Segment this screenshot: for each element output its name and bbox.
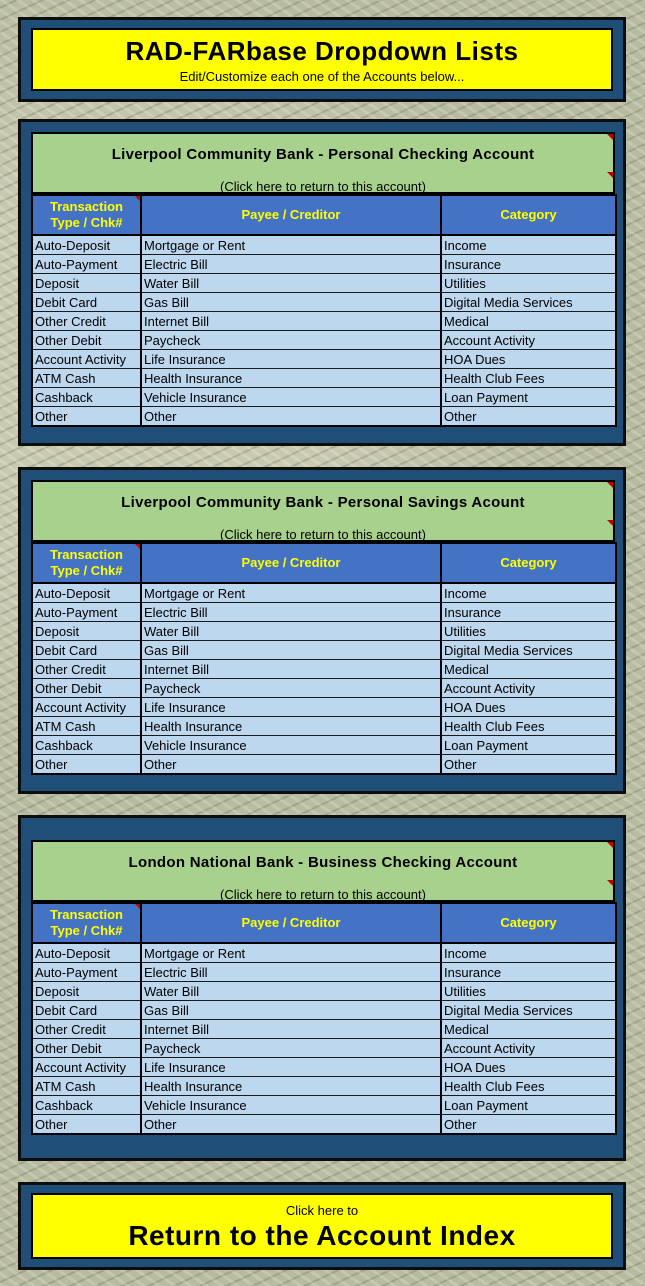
category-cell[interactable]: HOA Dues xyxy=(441,698,616,717)
table-row xyxy=(32,1039,616,1058)
category-cell[interactable]: Medical xyxy=(441,1020,616,1039)
type-cell[interactable]: Auto-Payment xyxy=(32,963,141,982)
type-cell[interactable]: Auto-Deposit xyxy=(32,943,141,963)
page-title: RAD-FARbase Dropdown Lists xyxy=(125,36,519,66)
category-cell[interactable]: Health Club Fees xyxy=(441,1077,616,1096)
table-row xyxy=(32,331,616,350)
type-cell[interactable]: Other Credit xyxy=(32,312,141,331)
table-row xyxy=(32,963,616,982)
category-cell[interactable]: Account Activity xyxy=(441,679,616,698)
category-cell[interactable]: Insurance xyxy=(441,255,616,274)
table-row xyxy=(32,736,616,755)
category-cell[interactable]: Insurance xyxy=(441,963,616,982)
category-cell[interactable]: HOA Dues xyxy=(441,1058,616,1077)
table-row xyxy=(32,755,616,775)
type-cell[interactable]: Cashback xyxy=(32,1096,141,1115)
column-header-payee: Payee / Creditor xyxy=(141,903,441,943)
table-row xyxy=(32,1077,616,1096)
type-cell[interactable]: Debit Card xyxy=(32,641,141,660)
payee-cell[interactable]: Internet Bill xyxy=(141,1020,441,1039)
type-cell[interactable]: Deposit xyxy=(32,982,141,1001)
category-cell[interactable]: Account Activity xyxy=(441,331,616,350)
column-header-type: Transaction Type / Chk# xyxy=(32,195,141,235)
payee-cell[interactable]: Water Bill xyxy=(141,982,441,1001)
payee-cell[interactable]: Water Bill xyxy=(141,622,441,641)
account-header[interactable] xyxy=(31,480,615,542)
table-row xyxy=(32,679,616,698)
category-cell[interactable]: Account Activity xyxy=(441,1039,616,1058)
type-cell[interactable]: Auto-Deposit xyxy=(32,583,141,603)
table-row xyxy=(32,1115,616,1135)
payee-cell[interactable]: Other xyxy=(141,755,441,775)
category-cell[interactable]: Digital Media Services xyxy=(441,641,616,660)
payee-cell[interactable]: Mortgage or Rent xyxy=(141,235,441,255)
type-cell[interactable]: Account Activity xyxy=(32,1058,141,1077)
comment-marker-icon xyxy=(607,880,613,886)
comment-marker-icon xyxy=(607,134,613,140)
header-panel xyxy=(18,17,626,102)
category-cell[interactable]: Income xyxy=(441,583,616,603)
payee-cell[interactable]: Gas Bill xyxy=(141,1001,441,1020)
payee-cell[interactable]: Paycheck xyxy=(141,679,441,698)
type-cell[interactable]: Debit Card xyxy=(32,1001,141,1020)
type-cell[interactable]: Account Activity xyxy=(32,698,141,717)
table-row xyxy=(32,1020,616,1039)
table-row xyxy=(32,1096,616,1115)
payee-cell[interactable]: Paycheck xyxy=(141,1039,441,1058)
payee-cell[interactable]: Health Insurance xyxy=(141,1077,441,1096)
table-row xyxy=(32,641,616,660)
comment-marker-icon xyxy=(135,904,140,909)
category-cell[interactable]: Digital Media Services xyxy=(441,1001,616,1020)
category-cell[interactable]: Income xyxy=(441,943,616,963)
table-row xyxy=(32,1058,616,1077)
category-cell[interactable]: Medical xyxy=(441,660,616,679)
category-cell[interactable]: Health Club Fees xyxy=(441,369,616,388)
type-cell[interactable]: Deposit xyxy=(32,622,141,641)
category-cell[interactable]: Health Club Fees xyxy=(441,717,616,736)
table-row xyxy=(32,407,616,427)
payee-cell[interactable]: Vehicle Insurance xyxy=(141,1096,441,1115)
return-panel xyxy=(18,1182,626,1270)
table-row xyxy=(32,293,616,312)
table-row xyxy=(32,274,616,293)
table-row xyxy=(32,603,616,622)
return-to-account-link[interactable]: (Click here to return to this account) xyxy=(220,179,426,194)
comment-marker-icon xyxy=(607,842,613,848)
account-name: London National Bank - Business Checking Account xyxy=(128,854,518,871)
table-row xyxy=(32,982,616,1001)
account-name: Liverpool Community Bank - Personal Checking Account xyxy=(111,146,535,163)
table-row xyxy=(32,622,616,641)
return-big-text: Return to the Account Index xyxy=(128,1220,516,1251)
type-cell[interactable]: Other xyxy=(32,1115,141,1135)
account-name: Liverpool Community Bank - Personal Savings Acount xyxy=(121,494,525,511)
table-row xyxy=(32,1001,616,1020)
payee-cell[interactable]: Health Insurance xyxy=(141,717,441,736)
table-row xyxy=(32,660,616,679)
category-cell[interactable]: Loan Payment xyxy=(441,1096,616,1115)
table-row xyxy=(32,388,616,407)
category-cell[interactable]: HOA Dues xyxy=(441,350,616,369)
dropdown-table xyxy=(31,542,617,775)
return-to-account-link[interactable]: (Click here to return to this account) xyxy=(220,887,426,902)
payee-cell[interactable]: Health Insurance xyxy=(141,369,441,388)
payee-cell[interactable]: Mortgage or Rent xyxy=(141,943,441,963)
column-header-category: Category xyxy=(441,195,616,235)
payee-cell[interactable]: Internet Bill xyxy=(141,312,441,331)
column-header-type: Transaction Type / Chk# xyxy=(32,903,141,943)
type-cell[interactable]: ATM Cash xyxy=(32,369,141,388)
column-header-payee: Payee / Creditor xyxy=(141,543,441,583)
type-cell[interactable]: Other Debit xyxy=(32,331,141,350)
type-cell[interactable]: Other Debit xyxy=(32,1039,141,1058)
payee-cell[interactable]: Paycheck xyxy=(141,331,441,350)
payee-cell[interactable]: Mortgage or Rent xyxy=(141,583,441,603)
payee-cell[interactable]: Life Insurance xyxy=(141,1058,441,1077)
table-row xyxy=(32,717,616,736)
table-row xyxy=(32,943,616,963)
payee-cell[interactable]: Internet Bill xyxy=(141,660,441,679)
payee-cell[interactable]: Life Insurance xyxy=(141,350,441,369)
comment-marker-icon xyxy=(607,482,613,488)
category-cell[interactable]: Medical xyxy=(441,312,616,331)
category-cell[interactable]: Utilities xyxy=(441,622,616,641)
comment-marker-icon xyxy=(607,520,613,526)
account-header[interactable] xyxy=(31,132,615,194)
column-header-category: Category xyxy=(441,543,616,583)
type-cell[interactable]: Other Credit xyxy=(32,1020,141,1039)
payee-cell[interactable]: Other xyxy=(141,1115,441,1135)
table-row xyxy=(32,698,616,717)
category-cell[interactable]: Digital Media Services xyxy=(441,293,616,312)
category-cell[interactable]: Insurance xyxy=(441,603,616,622)
category-cell[interactable]: Loan Payment xyxy=(441,736,616,755)
type-cell[interactable]: Auto-Payment xyxy=(32,255,141,274)
payee-cell[interactable]: Other xyxy=(141,407,441,427)
table-row xyxy=(32,369,616,388)
comment-marker-icon xyxy=(607,172,613,178)
account-header[interactable] xyxy=(31,840,615,902)
table-row xyxy=(32,583,616,603)
type-cell[interactable]: Auto-Deposit xyxy=(32,235,141,255)
account-panel-2 xyxy=(18,815,626,1161)
account-panel-1 xyxy=(18,467,626,794)
table-row xyxy=(32,312,616,331)
category-cell[interactable]: Other xyxy=(441,407,616,427)
column-header-type: Transaction Type / Chk# xyxy=(32,543,141,583)
type-cell[interactable]: Other Debit xyxy=(32,679,141,698)
payee-cell[interactable]: Water Bill xyxy=(141,274,441,293)
return-to-account-link[interactable]: (Click here to return to this account) xyxy=(220,527,426,542)
type-cell[interactable]: Debit Card xyxy=(32,293,141,312)
comment-marker-icon xyxy=(135,196,140,201)
payee-cell[interactable]: Life Insurance xyxy=(141,698,441,717)
type-cell[interactable]: Auto-Payment xyxy=(32,603,141,622)
payee-cell[interactable]: Gas Bill xyxy=(141,293,441,312)
type-cell[interactable]: Cashback xyxy=(32,736,141,755)
type-cell[interactable]: Other xyxy=(32,407,141,427)
payee-cell[interactable]: Electric Bill xyxy=(141,603,441,622)
category-cell[interactable]: Other xyxy=(441,1115,616,1135)
category-cell[interactable]: Utilities xyxy=(441,274,616,293)
category-cell[interactable]: Loan Payment xyxy=(441,388,616,407)
payee-cell[interactable]: Electric Bill xyxy=(141,255,441,274)
column-header-category: Category xyxy=(441,903,616,943)
type-cell[interactable]: Other xyxy=(32,755,141,775)
type-cell[interactable]: ATM Cash xyxy=(32,717,141,736)
payee-cell[interactable]: Vehicle Insurance xyxy=(141,388,441,407)
table-row xyxy=(32,235,616,255)
dropdown-table xyxy=(31,194,617,427)
type-cell[interactable]: Account Activity xyxy=(32,350,141,369)
category-cell[interactable]: Utilities xyxy=(441,982,616,1001)
type-cell[interactable]: ATM Cash xyxy=(32,1077,141,1096)
page-subtitle: Edit/Customize each one of the Accounts below... xyxy=(179,69,465,84)
return-to-index-button[interactable] xyxy=(31,1193,613,1259)
type-cell[interactable]: Cashback xyxy=(32,388,141,407)
column-header-payee: Payee / Creditor xyxy=(141,195,441,235)
category-cell[interactable]: Other xyxy=(441,755,616,775)
type-cell[interactable]: Other Credit xyxy=(32,660,141,679)
payee-cell[interactable]: Vehicle Insurance xyxy=(141,736,441,755)
payee-cell[interactable]: Electric Bill xyxy=(141,963,441,982)
table-row xyxy=(32,350,616,369)
type-cell[interactable]: Deposit xyxy=(32,274,141,293)
table-row xyxy=(32,255,616,274)
account-panel-0 xyxy=(18,119,626,446)
payee-cell[interactable]: Gas Bill xyxy=(141,641,441,660)
return-small-text: Click here to xyxy=(285,1203,359,1218)
title-box xyxy=(31,28,613,91)
comment-marker-icon xyxy=(135,544,140,549)
dropdown-table xyxy=(31,902,617,1135)
category-cell[interactable]: Income xyxy=(441,235,616,255)
